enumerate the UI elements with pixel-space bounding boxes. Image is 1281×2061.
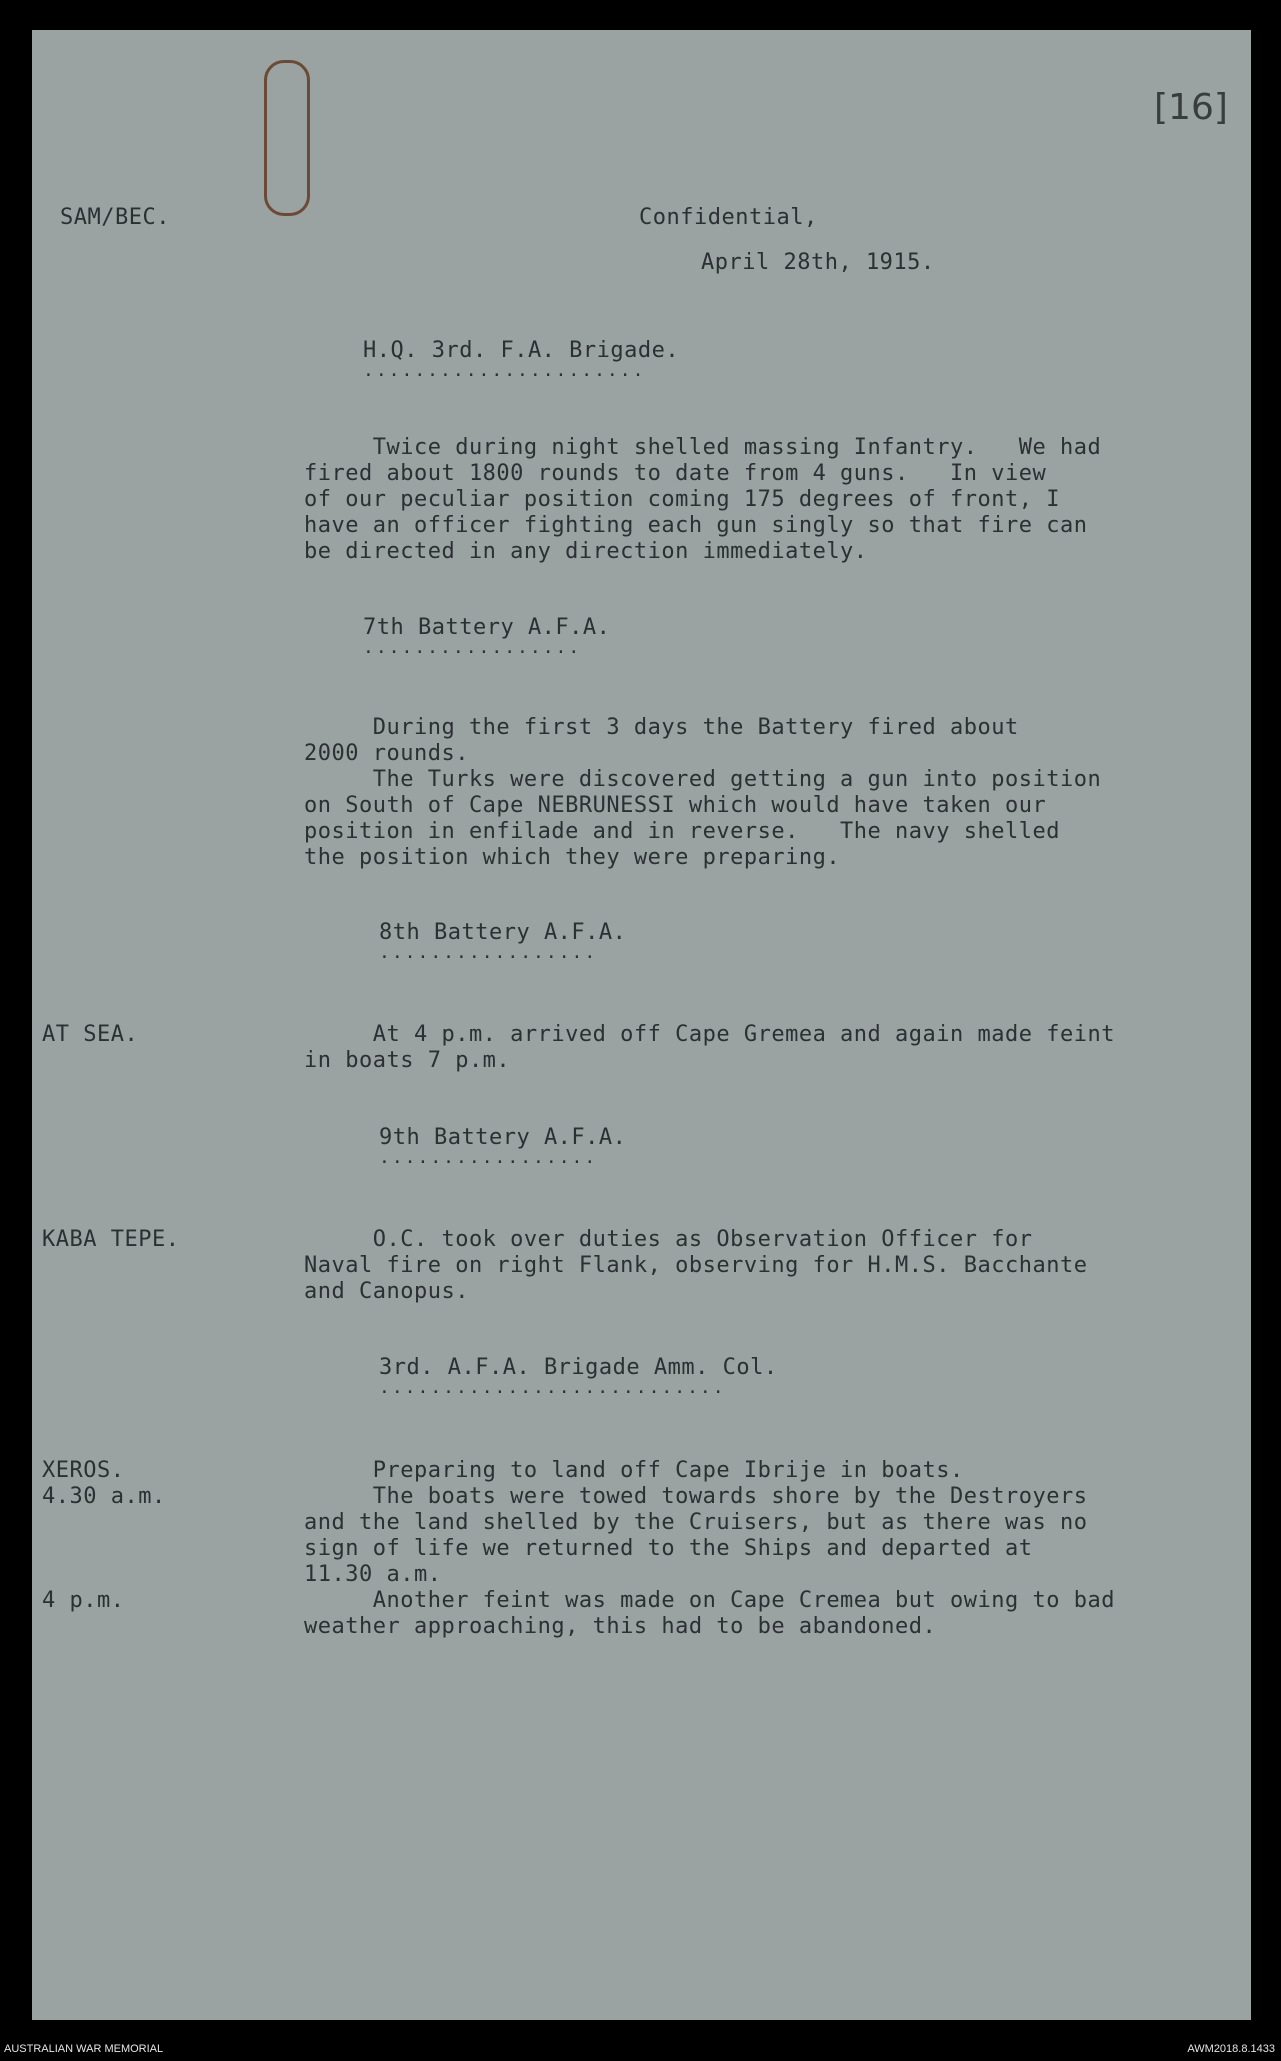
- document-date: April 28th, 1915.: [701, 250, 935, 275]
- body-line: During the first 3 days the Battery fired about: [304, 715, 1019, 740]
- document-page: [32, 30, 1251, 2020]
- margin-note: 4.30 a.m.: [42, 1484, 166, 1509]
- body-line: O.C. took over duties as Observation Officer for: [304, 1227, 1033, 1252]
- body-line: fired about 1800 rounds to date from 4 guns. In view: [304, 461, 1047, 486]
- margin-note: AT SEA.: [42, 1022, 139, 1047]
- heading-underline: ...........................: [379, 1377, 726, 1398]
- body-line: and Canopus.: [304, 1279, 469, 1304]
- margin-note: XEROS.: [42, 1458, 125, 1483]
- section-heading: 3rd. A.F.A. Brigade Amm. Col.: [379, 1355, 778, 1380]
- body-line: The boats were towed towards shore by the Destroyers: [304, 1484, 1088, 1509]
- margin-note: KABA TEPE.: [42, 1227, 180, 1252]
- body-line: At 4 p.m. arrived off Cape Gremea and again made feint: [304, 1022, 1115, 1047]
- reference-code: SAM/BEC.: [60, 205, 170, 230]
- heading-underline: .................: [379, 942, 598, 963]
- footer-credit: AUSTRALIAN WAR MEMORIAL: [4, 2043, 164, 2055]
- body-line: be directed in any direction immediately.: [304, 539, 868, 564]
- heading-underline: ......................: [363, 360, 646, 381]
- section-heading: H.Q. 3rd. F.A. Brigade.: [363, 338, 680, 363]
- heading-underline: .................: [363, 637, 582, 658]
- body-line: of our peculiar position coming 175 degrees of front, I: [304, 487, 1060, 512]
- body-line: Twice during night shelled massing Infantry. We had: [304, 435, 1102, 460]
- section-heading: 9th Battery A.F.A.: [379, 1125, 627, 1150]
- body-line: on South of Cape NEBRUNESSI which would have taken our: [304, 793, 1047, 818]
- section-heading: 8th Battery A.F.A.: [379, 920, 627, 945]
- body-line: 2000 rounds.: [304, 741, 469, 766]
- body-line: in boats 7 p.m.: [304, 1048, 511, 1073]
- body-line: and the land shelled by the Cruisers, but as there was no: [304, 1510, 1088, 1535]
- page-number: [16]: [1154, 87, 1228, 128]
- body-line: The Turks were discovered getting a gun into position: [304, 767, 1102, 792]
- body-line: have an officer fighting each gun singly so that fire can: [304, 513, 1088, 538]
- margin-note: 4 p.m.: [42, 1588, 125, 1613]
- body-line: 11.30 a.m.: [304, 1562, 442, 1587]
- body-line: Preparing to land off Cape Ibrije in boats.: [304, 1458, 964, 1483]
- body-line: weather approaching, this had to be abandoned.: [304, 1614, 937, 1639]
- body-line: Another feint was made on Cape Cremea but owing to bad: [304, 1588, 1115, 1613]
- paper-clip-mark: [264, 60, 310, 216]
- body-line: position in enfilade and in reverse. The navy shelled: [304, 819, 1060, 844]
- section-heading: 7th Battery A.F.A.: [363, 615, 611, 640]
- classification: Confidential,: [639, 205, 818, 230]
- body-line: the position which they were preparing.: [304, 845, 841, 870]
- heading-underline: .................: [379, 1147, 598, 1168]
- body-line: Naval fire on right Flank, observing for H.M.S. Bacchante: [304, 1253, 1088, 1278]
- body-line: sign of life we returned to the Ships and departed at: [304, 1536, 1033, 1561]
- footer-accession: AWM2018.8.1433: [1187, 2043, 1275, 2055]
